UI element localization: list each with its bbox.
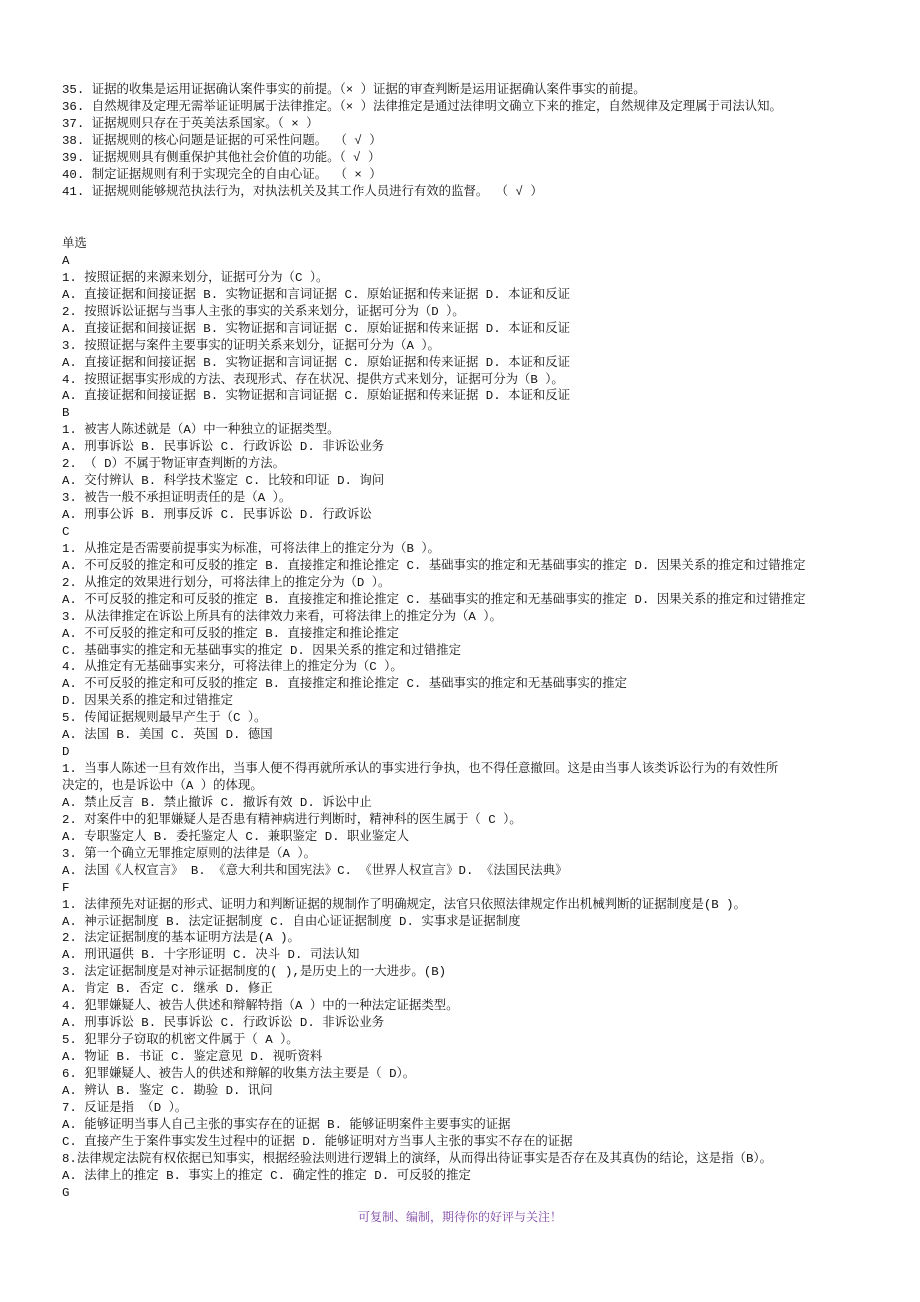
- text-line: 4. 从推定有无基础事实来分，可将法律上的推定分为（C ）。: [62, 660, 403, 675]
- text-line: 2. 从推定的效果进行划分，可将法律上的推定分为（D ）。: [62, 575, 391, 590]
- text-line: 35. 证据的收集是运用证据确认案件事实的前提。（× ）证据的审查判断是运用证据确认案件事实的前提。: [62, 83, 646, 97]
- text-line: 1. 从推定是否需要前提事实为标准，可将法律上的推定分为（B ）。: [62, 541, 440, 556]
- text-line: A. 不可反驳的推定和可反驳的推定 B. 直接推定和推论推定: [62, 626, 400, 641]
- text-line: 1. 当事人陈述一旦有效作出，当事人便不得再就所承认的事实进行争执，也不得任意撤回。这是由当事人该类诉讼行为的有效性所: [62, 762, 779, 777]
- text-line: C. 直接产生于案件事实发生过程中的证据 D. 能够证明对方当事人主张的事实不存在的证据: [62, 1134, 573, 1149]
- text-line: A. 禁止反言 B. 禁止撤诉 C. 撤诉有效 D. 诉讼中止: [62, 795, 372, 810]
- text-line: A. 物证 B. 书证 C. 鉴定意见 D. 视听资料: [62, 1050, 323, 1064]
- text-line: 5. 犯罪分子窃取的机密文件属于（ A ）。: [62, 1033, 299, 1048]
- text-line: G: [62, 1185, 70, 1200]
- text-line: A. 不可反驳的推定和可反驳的推定 B. 直接推定和推论推定 C. 基础事实的推定和无基础事实的推定 D. 因果关系的推定和过错推定: [62, 592, 806, 607]
- text-line: 决定的，也是诉讼中（A ）的体现。: [62, 779, 263, 793]
- text-line: 4. 按照证据事实形成的方法、表现形式、存在状况、提供方式来划分，证据可分为（B ）。: [62, 372, 564, 387]
- text-line: 2. 法定证据制度的基本证明方法是(A )。: [62, 931, 300, 946]
- text-line: C. 基础事实的推定和无基础事实的推定 D. 因果关系的推定和过错推定: [62, 643, 461, 658]
- text-line: 40. 制定证据规则有利于实现完全的自由心证。 （ × ）: [62, 167, 382, 182]
- text-line: F: [62, 880, 70, 895]
- text-line: 5. 传闻证据规则最早产生于（C ）。: [62, 711, 267, 726]
- text-line: D. 因果关系的推定和过错推定: [62, 694, 233, 709]
- text-line: A. 不可反驳的推定和可反驳的推定 B. 直接推定和推论推定 C. 基础事实的推定和无基础事实的推定 D. 因果关系的推定和过错推定: [62, 558, 806, 573]
- text-line: A. 法律上的推定 B. 事实上的推定 C. 确定性的推定 D. 可反驳的推定: [62, 1168, 471, 1183]
- text-line: 2. 按照诉讼证据与当事人主张的事实的关系来划分，证据可分为（D ）。: [62, 304, 465, 319]
- text-line: 7. 反证是指 （D ）。: [62, 1100, 188, 1115]
- text-line: 3. 法定证据制度是对神示证据制度的( ),是历史上的一大进步。(B): [62, 965, 447, 980]
- text-line: A. 直接证据和间接证据 B. 实物证据和言词证据 C. 原始证据和传来证据 D. 本证和反证: [62, 389, 571, 404]
- true-false-section: [62, 82, 912, 201]
- text-line: 单选: [62, 237, 87, 251]
- text-line: A. 辨认 B. 鉴定 C. 勘验 D. 讯问: [62, 1083, 273, 1098]
- text-line: A. 法国《人权宣言》 B. 《意大利共和国宪法》C. 《世界人权宣言》D. 《法国民法典》: [62, 863, 568, 878]
- text-line: 2. （ D）不属于物证审查判断的方法。: [62, 457, 286, 472]
- text-line: A. 神示证据制度 B. 法定证据制度 C. 自由心证证据制度 D. 实事求是证据制度: [62, 914, 521, 929]
- text-line: A. 能够证明当事人自己主张的事实存在的证据 B. 能够证明案件主要事实的证据: [62, 1117, 511, 1132]
- text-line: A. 交付辨认 B. 科学技术鉴定 C. 比较和印证 D. 询问: [62, 474, 385, 489]
- text-line: 6. 犯罪嫌疑人、被告人的供述和辩解的收集方法主要是（ D）。: [62, 1066, 416, 1081]
- text-line: 39. 证据规则具有侧重保护其他社会价值的功能。（ √ ）: [62, 150, 381, 165]
- text-line: 3. 从法律推定在诉讼上所具有的法律效力来看，可将法律上的推定分为（A ）。: [62, 609, 502, 624]
- text-line: 38. 证据规则的核心问题是证据的可采性问题。 （ √ ）: [62, 133, 382, 148]
- text-line: 8.法律规定法院有权依据已知事实，根据经验法则进行逻辑上的演绎，从而得出待证事实是否存在及其真伪的结论，这是指（B）。: [62, 1151, 772, 1166]
- text-line: A. 刑事公诉 B. 刑事反诉 C. 民事诉讼 D. 行政诉讼: [62, 508, 372, 522]
- text-line: 1. 被害人陈述就是（A）中一种独立的证据类型。: [62, 423, 340, 438]
- page-footer: 可复制、编制，期待你的好评与关注！: [357, 1210, 562, 1224]
- single-choice-section: [62, 236, 912, 1201]
- text-line: 3. 第一个确立无罪推定原则的法律是（A ）。: [62, 846, 317, 861]
- text-line: A. 肯定 B. 否定 C. 继承 D. 修正: [62, 982, 273, 997]
- text-line: 2. 对案件中的犯罪嫌疑人是否患有精神病进行判断时，精神科的医生属于（ C ）。: [62, 812, 522, 827]
- text-line: A. 刑事诉讼 B. 民事诉讼 C. 行政诉讼 D. 非诉讼业务: [62, 1016, 385, 1031]
- text-line: A. 刑讯逼供 B. 十字形证明 C. 决斗 D. 司法认知: [62, 948, 360, 963]
- text-line: 1. 按照证据的来源来划分，证据可分为（C ）。: [62, 270, 329, 285]
- text-line: C: [62, 524, 70, 539]
- text-line: 3. 被告一般不承担证明责任的是（A ）。: [62, 491, 292, 506]
- text-line: D: [62, 745, 70, 760]
- text-line: 37. 证据规则只存在于英美法系国家。（ × ）: [62, 116, 319, 131]
- text-line: 1. 法律预先对证据的形式、证明力和判断证据的规制作了明确规定，法官只依照法律规定作出机械判断的证据制度是(B )。: [62, 897, 746, 912]
- text-line: A: [62, 253, 70, 268]
- text-line: A. 不可反驳的推定和可反驳的推定 B. 直接推定和推论推定 C. 基础事实的推定和无基础事实的推定: [62, 677, 628, 692]
- text-line: 41. 证据规则能够规范执法行为，对执法机关及其工作人员进行有效的监督。 （ √ ）: [62, 184, 543, 199]
- text-line: A. 直接证据和间接证据 B. 实物证据和言词证据 C. 原始证据和传来证据 D. 本证和反证: [62, 321, 571, 336]
- text-line: 3. 按照证据与案件主要事实的证明关系来划分，证据可分为（A ）。: [62, 338, 440, 353]
- text-line: A. 刑事诉讼 B. 民事诉讼 C. 行政诉讼 D. 非诉讼业务: [62, 440, 385, 455]
- text-line: B: [62, 406, 70, 421]
- text-line: A. 专职鉴定人 B. 委托鉴定人 C. 兼职鉴定 D. 职业鉴定人: [62, 829, 409, 844]
- text-line: A. 直接证据和间接证据 B. 实物证据和言词证据 C. 原始证据和传来证据 D. 本证和反证: [62, 287, 571, 302]
- text-line: 36. 自然规律及定理无需举证证明属于法律推定。（× ）法律推定是通过法律明文确立下来的推定，自然规律及定理属于司法认知。: [62, 99, 782, 114]
- text-line: 4. 犯罪嫌疑人、被告人供述和辩解特指（A ）中的一种法定证据类型。: [62, 999, 459, 1014]
- text-line: A. 直接证据和间接证据 B. 实物证据和言词证据 C. 原始证据和传来证据 D. 本证和反证: [62, 355, 571, 370]
- text-line: A. 法国 B. 美国 C. 英国 D. 德国: [62, 728, 273, 743]
